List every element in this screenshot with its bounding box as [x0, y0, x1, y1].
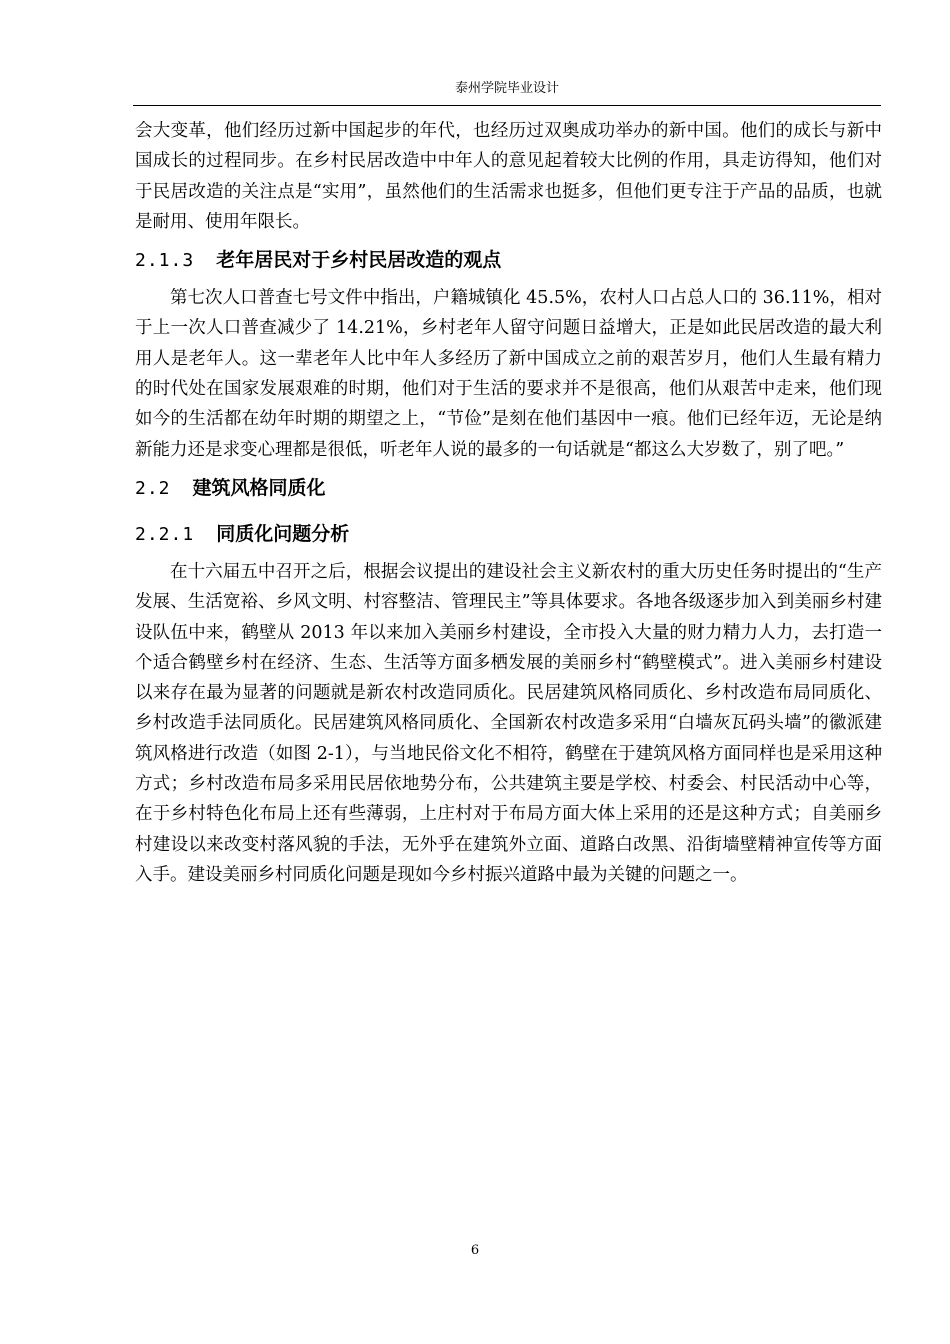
section-number: 2.2.1 — [135, 523, 195, 545]
paragraph-elderly-residents: 第七次人口普查七号文件中指出，户籍城镇化 45.5%，农村人口占总人口的 36.11%，相对于上一次人口普查减少了 14.21%，乡村老年人留守问题日益增大，正是如此民居改造的最大利用人是老年人。这一辈老年人比中年人多经历了新中国成立之前的艰苦岁月，他们人生最有精力的时代处在国家发展艰难的时期，他们对于生活的要求并不是很高，他们从艰苦中走来，他们现如今的生活都在幼年时期的期望之上，“节俭”是刻在他们基因中一痕。他们已经年迈，无论是纳新能力还是求变心理都是很低，听老年人说的最多的一句话就是“都这么大岁数了，别了吧。” — [135, 288, 882, 460]
page-number: 6 — [470, 1243, 480, 1258]
page-header — [133, 82, 881, 106]
section-number: 2.1.3 — [135, 250, 195, 272]
section-heading-2-1-3 — [135, 237, 882, 283]
section-number: 2.2 — [135, 477, 171, 499]
section-title: 建筑风格同质化 — [192, 476, 326, 499]
document-body — [135, 116, 882, 890]
section-heading-2-2-1 — [135, 511, 882, 557]
section-title: 同质化问题分析 — [216, 522, 350, 545]
section-heading-2-2 — [135, 465, 882, 511]
paragraph-continuation: 会大变革，他们经历过新中国起步的年代，也经历过双奥成功举办的新中国。他们的成长与新中国成长的过程同步。在乡村民居改造中中年人的意见起着较大比例的作用，具走访得知，他们对于民居改造的关注点是“实用”，虽然他们的生活需求也挺多，但他们更专注于产品的品质，也就是耐用、使用年限长。 — [135, 121, 882, 232]
paragraph-homogenization-analysis: 在十六届五中召开之后，根据会议提出的建设社会主义新农村的重大历史任务时提出的“生产发展、生活宽裕、乡风文明、村容整洁、管理民主”等具体要求。各地各级逐步加入到美丽乡村建设队伍中来，鹤壁从 2013 年以来加入美丽乡村建设，全市投入大量的财力精力人力，去打造一个适合鹤壁乡村在经济、生态、生活等方面多栖发展的美丽乡村“鹤壁模式”。进入美丽乡村建设以来存在最为显著的问题就是新农村改造同质化。民居建筑风格同质化、乡村改造布局同质化、乡村改造手法同质化。民居建筑风格同质化、全国新农村改造多采用“白墙灰瓦码头墙”的徽派建筑风格进行改造（如图 2-1），与当地民俗文化不相符，鹤壁在于建筑风格方面同样也是采用这种方式；乡村改造布局多采用民居依地势分布，公共建筑主要是学校、村委会、村民活动中心等，在于乡村特色化布局上还有些薄弱，上庄村对于布局方面大体上采用的还是这种方式；自美丽乡村建设以来改变村落风貌的手法，无外乎在建筑外立面、道路白改黑、沿街墙壁精神宣传等方面入手。建设美丽乡村同质化问题是现如今乡村振兴道路中最为关键的问题之一。 — [135, 561, 882, 885]
header-title: 泰州学院毕业设计 — [454, 81, 559, 96]
section-title: 老年居民对于乡村民居改造的观点 — [216, 249, 502, 272]
